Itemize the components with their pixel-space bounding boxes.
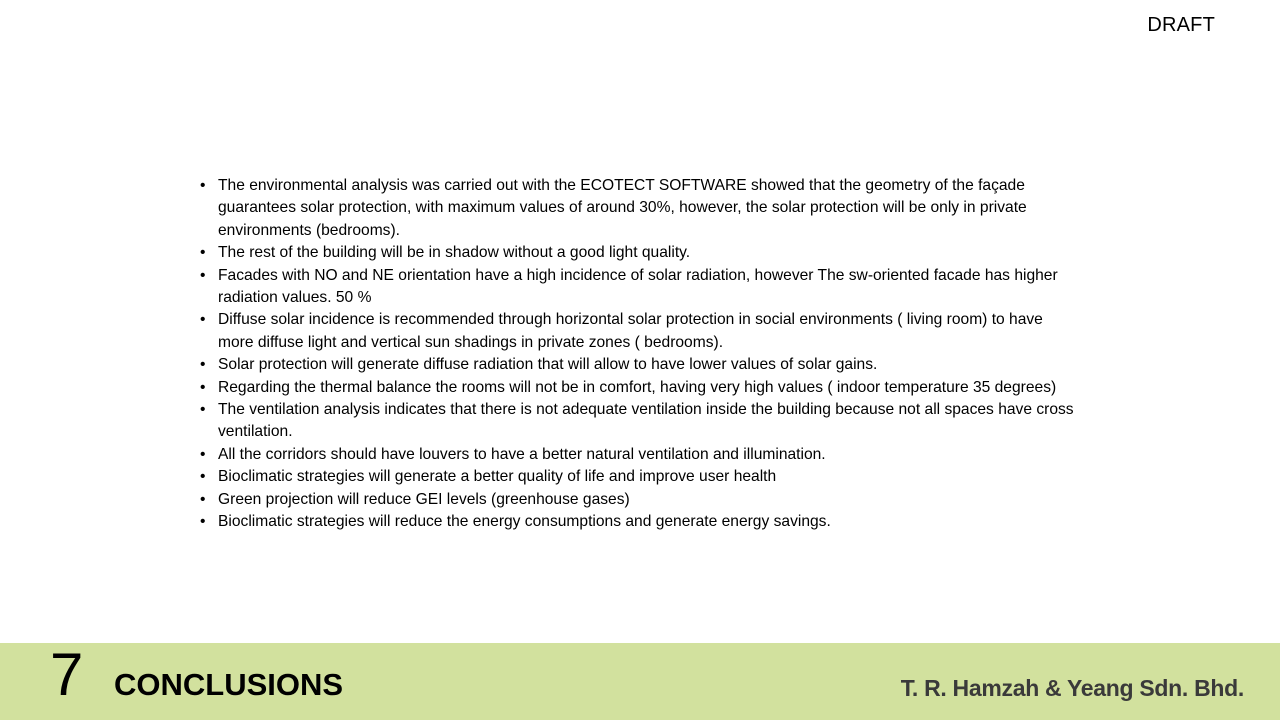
list-item-text: All the corridors should have louvers to have a better natural ventilation and illumination.: [218, 445, 826, 463]
list-item: [200, 511, 1080, 533]
list-item-text: The ventilation analysis indicates that there is not adequate ventilation inside the building because not all spaces have cross ventilation.: [218, 401, 1074, 441]
draft-label: DRAFT: [1147, 14, 1215, 36]
list-item: [200, 444, 1080, 466]
list-item-text: Facades with NO and NE orientation have a high incidence of solar radiation, however The sw-oriented facade has higher radiation values. 50 %: [218, 266, 1058, 307]
list-item: [200, 466, 1080, 488]
section-title: CONCLUSIONS: [114, 667, 344, 702]
list-item: [200, 377, 1080, 399]
list-item: [200, 175, 1080, 242]
bullet-icon: •: [200, 244, 206, 262]
section-number: 7: [50, 641, 84, 708]
list-item: [200, 354, 1080, 376]
bullet-icon: •: [200, 266, 206, 284]
list-item-text: Diffuse solar incidence is recommended through horizontal solar protection in social environments ( living room) to have more diffuse light and vertical sun shadings in private zones ( bedrooms).: [218, 311, 1043, 351]
list-item: [200, 399, 1080, 444]
list-item: [200, 309, 1080, 354]
list-item-text: Bioclimatic strategies will reduce the energy consumptions and generate energy savings.: [218, 513, 831, 531]
list-item: [200, 265, 1080, 310]
company-name: T. R. Hamzah & Yeang Sdn. Bhd.: [900, 675, 1244, 701]
bullet-icon: •: [200, 513, 206, 531]
list-item-text: Bioclimatic strategies will generate a better quality of life and improve user health: [218, 468, 777, 486]
bullet-icon: •: [200, 177, 206, 194]
list-item: [200, 489, 1080, 511]
bullet-icon: •: [200, 468, 206, 486]
list-item-text: Regarding the thermal balance the rooms will not be in comfort, having very high values ( indoor temperature 35 degrees): [218, 378, 1057, 396]
bullet-icon: •: [200, 311, 206, 329]
list-item-text: Solar protection will generate diffuse radiation that will allow to have lower values of solar gains.: [218, 356, 878, 374]
bullet-icon: •: [200, 490, 206, 508]
bullet-icon: •: [200, 401, 206, 419]
list-item: [200, 242, 1080, 264]
list-item-text: The rest of the building will be in shadow without a good light quality.: [218, 244, 691, 262]
bullet-icon: •: [200, 445, 206, 463]
list-item-text: Green projection will reduce GEI levels (greenhouse gases): [218, 490, 630, 508]
bullet-icon: •: [200, 356, 206, 374]
bullet-icon: •: [200, 378, 206, 396]
conclusions-list: [200, 175, 1080, 534]
list-item-text: The environmental analysis was carried out with the ECOTECT SOFTWARE showed that the geometry of the façade guarantees solar protection, with maximum values of around 30%, however, the solar protection will be only in private environments (bedrooms).: [218, 177, 1027, 239]
